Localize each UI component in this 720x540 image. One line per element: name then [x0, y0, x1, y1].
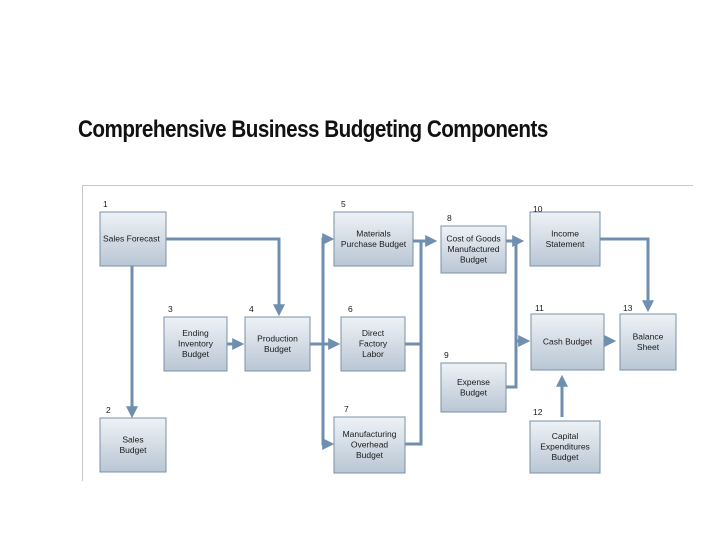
- arrow-income-to-balance: [600, 239, 648, 308]
- node-label-line: Balance: [632, 331, 664, 342]
- node-number: 8: [447, 213, 452, 223]
- node-label-line: Budget: [356, 450, 383, 461]
- node-number: 4: [249, 304, 254, 314]
- node-9: [441, 350, 506, 412]
- node-label-line: Factory: [358, 338, 388, 349]
- node-5: [334, 199, 413, 266]
- node-label-line: Expenditures: [540, 441, 590, 452]
- node-label-line: Expense: [456, 376, 491, 387]
- node-number: 2: [106, 405, 111, 415]
- node-label-line: Sales: [122, 434, 144, 445]
- node-13: [620, 303, 676, 370]
- node-label-line: Budget: [182, 349, 209, 360]
- node-number: 13: [623, 303, 633, 313]
- node-label-line: Sales Forecast: [103, 233, 160, 244]
- node-label-line: Inventory: [178, 338, 213, 349]
- node-number: 12: [533, 407, 543, 417]
- node-label-line: Budget: [460, 387, 487, 398]
- node-label-line: Income: [551, 228, 579, 239]
- node-number: 3: [168, 304, 173, 314]
- node-number: 11: [535, 303, 544, 313]
- node-10: [530, 204, 600, 266]
- arrow-overhead-to-cogm: [405, 344, 421, 444]
- node-12: [530, 407, 600, 473]
- node-label-line: Manufactured: [447, 244, 500, 255]
- node-label-line: Manufacturing: [342, 429, 397, 440]
- node-6: [341, 304, 405, 371]
- node-label-line: Sheet: [636, 341, 660, 352]
- node-label-line: Production: [257, 333, 298, 344]
- node-label-line: Cash Budget: [542, 336, 593, 347]
- node-number: 6: [348, 304, 353, 314]
- node-2: [100, 405, 166, 472]
- node-1: [100, 199, 166, 266]
- node-number: 5: [341, 199, 346, 209]
- node-label-line: Cost of Goods: [446, 233, 501, 244]
- node-7: [334, 404, 405, 473]
- node-label-line: Statement: [545, 238, 585, 249]
- node-label-line: Budget: [551, 452, 579, 463]
- node-label-line: Budget: [460, 254, 487, 265]
- arrow-production-to-materials: [323, 239, 330, 344]
- node-number: 1: [103, 199, 108, 209]
- node-number: 9: [444, 350, 449, 360]
- node-label-line: Capital: [551, 431, 579, 442]
- page-title: Comprehensive Business Budgeting Components: [78, 116, 548, 143]
- node-number: 7: [344, 404, 349, 414]
- arrow-production-to-overhead: [323, 344, 330, 444]
- arrow-sales-forecast-to-production: [166, 239, 279, 312]
- node-label-line: Budget: [264, 343, 291, 354]
- node-label-line: Materials: [356, 228, 391, 239]
- node-number: 10: [533, 204, 543, 214]
- node-label-line: Direct: [361, 328, 385, 339]
- node-label-line: Overhead: [350, 439, 389, 450]
- node-label-line: Purchase Budget: [340, 238, 407, 249]
- node-4: [245, 304, 310, 371]
- node-label-line: Budget: [119, 444, 147, 455]
- node-11: [531, 303, 604, 370]
- node-3: [164, 304, 227, 371]
- arrow-expense-to-cash: [506, 241, 516, 387]
- node-label-line: Ending: [182, 328, 209, 339]
- node-8: [441, 213, 506, 273]
- node-label-line: Labor: [362, 349, 384, 360]
